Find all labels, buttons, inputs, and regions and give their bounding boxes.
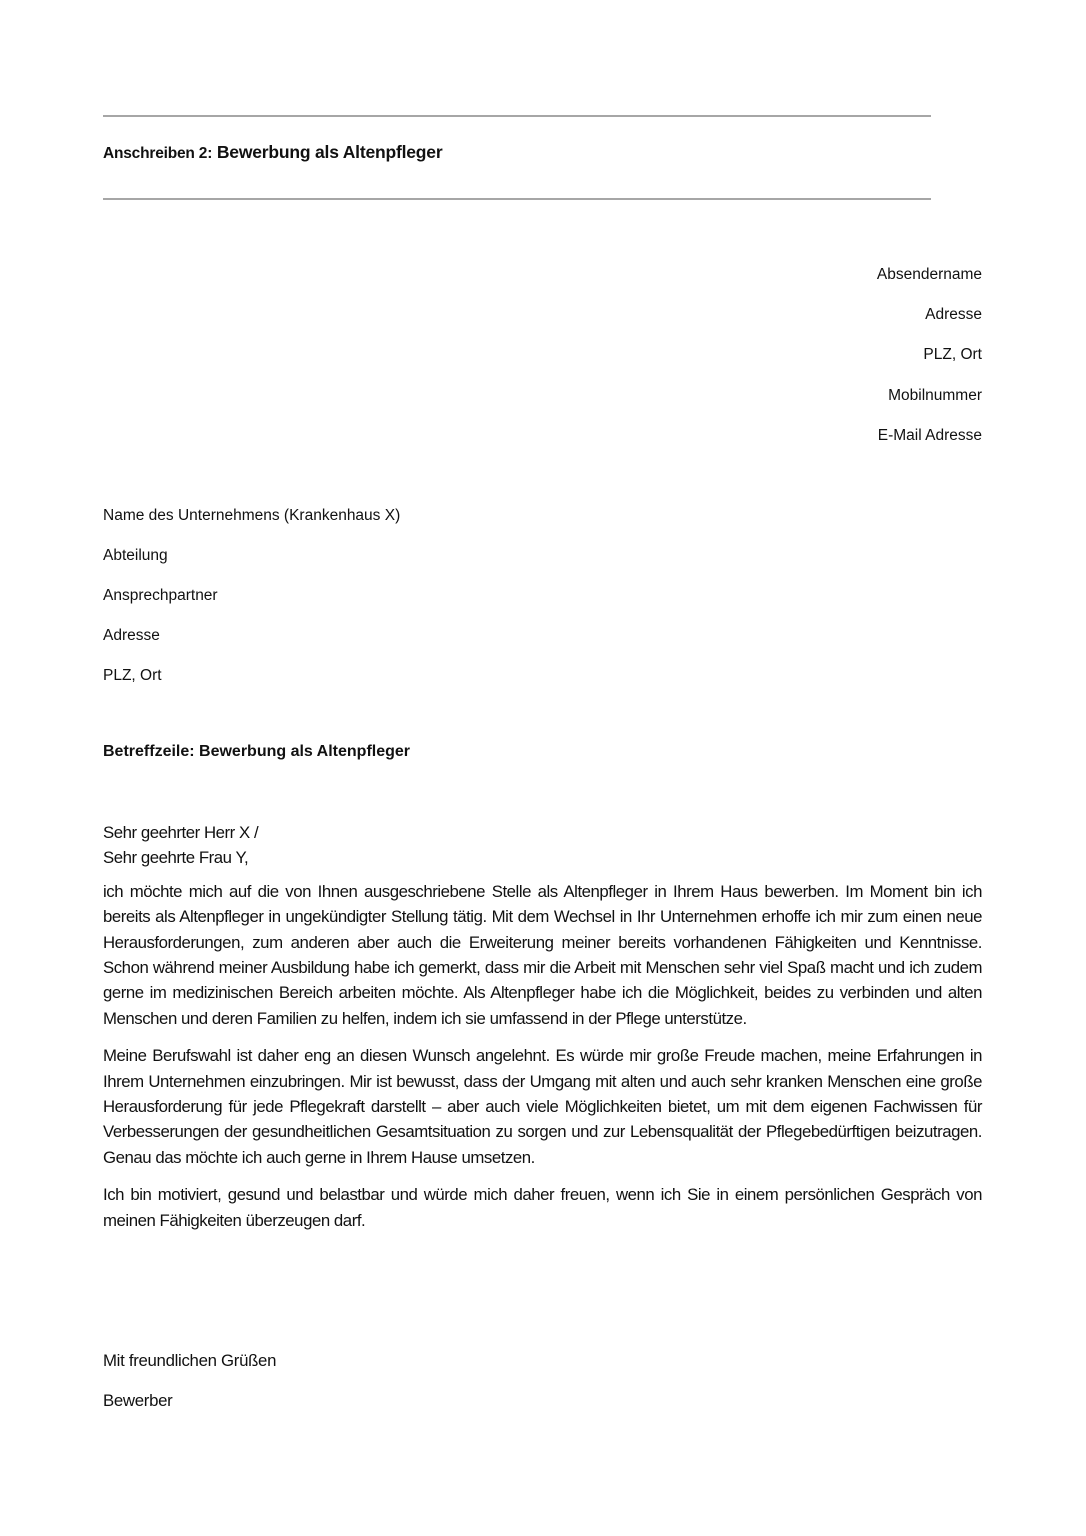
salutation (103, 820, 982, 871)
sender-block (877, 264, 982, 465)
recipient-city: PLZ, Ort (103, 667, 162, 684)
salutation-line-2: Sehr geehrte Frau Y, (103, 848, 249, 868)
sender-mobile: Mobilnummer (888, 386, 982, 404)
recipient-department: Abteilung (103, 547, 168, 564)
salutation-line-1: Sehr geehrter Herr X / (103, 823, 259, 842)
recipient-company: Name des Unternehmens (Krankenhaus X) (103, 507, 401, 524)
letter-body (103, 820, 982, 1245)
document-title (103, 142, 442, 163)
body-paragraph: ich möchte mich auf die von Ihnen ausgeschriebene Stelle als Altenpfleger in Ihrem Haus bewerben. Im Moment bin ich bereits als Altenpfleger in ungekündigter Stellung tätig. Mit dem Wechsel in Ihr Unternehmen erhoffe ich mir zum einen neue Herausforderungen, zum anderen aber auch die Erweiterung meiner bereits vorhandenen Fähigkeiten und Kenntnisse. Schon während meiner Ausbildung habe ich gemerkt, dass mir die Arbeit mit Menschen sehr viel Spaß macht und ich zudem gerne im medizinischen Bereich arbeiten möchte. Als Altenpfleger habe ich die Möglichkeit, beides zu verbinden und alten Menschen und deren Familien zu helfen, indem ich sie umfassend in der Pflege unterstütze. (103, 881, 982, 1028)
sender-name: Absendername (876, 266, 982, 283)
recipient-block (103, 505, 400, 705)
sender-city: PLZ, Ort (923, 346, 982, 364)
sender-address: Adresse (925, 306, 982, 324)
title-main: Bewerbung als Altenpfleger (216, 142, 443, 162)
sender-email: E-Mail Adresse (877, 426, 982, 444)
top-divider (103, 115, 931, 117)
closing-block (103, 1349, 276, 1429)
body-paragraph: Meine Berufswahl ist daher eng an diesen Wunsch angelehnt. Es würde mir große Freude machen, meine Erfahrungen in Ihrem Unternehmen einzubringen. Mir ist bewusst, dass der Umgang mit alten und auch sehr kranken Menschen eine große Herausforderung für jede Pflegekraft darstellt – aber auch viele Möglichkeiten bietet, um mit dem eigenen Fachwissen für Verbesserungen der gesundheitlichen Gesamtsituation zu sorgen und zur Lebensqualität der Pflegebedürftigen beizutragen. Genau das möchte ich auch gerne in Ihrem Hause umsetzen. (103, 1046, 982, 1167)
recipient-address: Adresse (103, 627, 160, 644)
body-paragraph: Ich bin motiviert, gesund und belastbar und würde mich daher freuen, wenn ich Sie in einem persönlichen Gespräch von meinen Fähigkeiten überzeugen darf. (103, 1185, 982, 1230)
subject-line: Betreffzeile: Bewerbung als Altenpfleger (103, 743, 411, 760)
recipient-contact: Ansprechpartner (103, 587, 218, 604)
closing-phrase: Mit freundlichen Grüßen (103, 1351, 277, 1370)
bottom-divider (103, 198, 931, 200)
signature: Bewerber (103, 1391, 173, 1410)
title-prefix: Anschreiben 2: (103, 145, 213, 162)
